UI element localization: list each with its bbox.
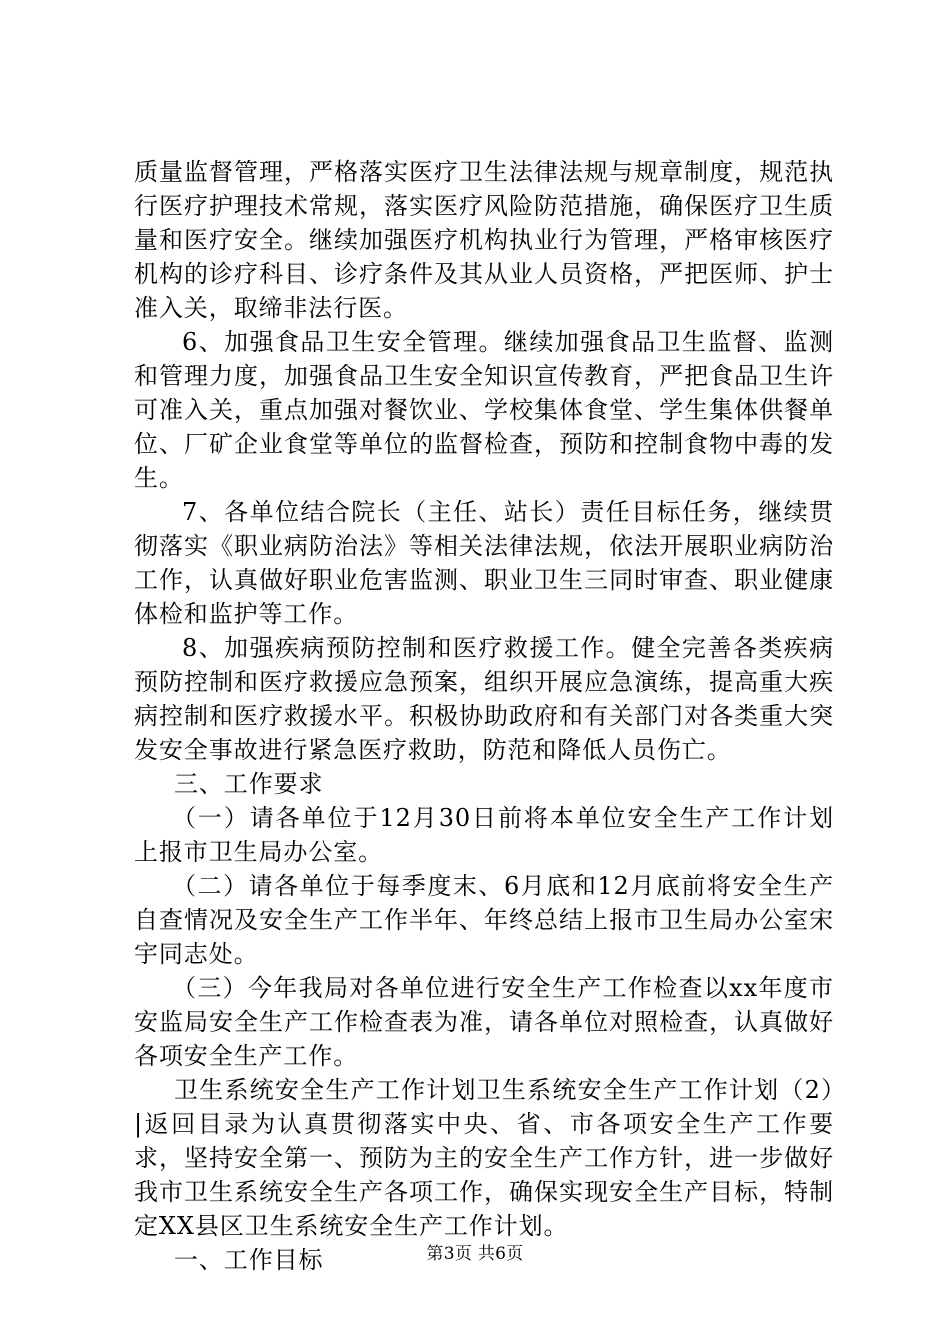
paragraph-item-6-food-safety: 6、加强食品卫生安全管理。继续加强食品卫生监督、监测和管理力度，加强食品卫生安全知识宣传教育，严把食品卫生许可准入关，重点加强对餐饮业、学校集体食堂、学生集体供餐单位、厂矿企业食堂等单位的监督检查，预防和控制食物中毒的发生。 <box>134 328 834 492</box>
paragraph-requirement-1: （一）请各单位于12月30日前将本单位安全生产工作计划上报市卫生局办公室。 <box>134 804 834 866</box>
paragraph-item-7-occupational-disease: 7、各单位结合院长（主任、站长）责任目标任务，继续贯彻落实《职业病防治法》等相关法律法规，依法开展职业病防治工作，认真做好职业危害监测、职业卫生三同时审查、职业健康体检和监护等工作。 <box>134 498 834 628</box>
page-number-label: 第3页 共6页 <box>426 1244 524 1264</box>
page-footer <box>0 1242 950 1266</box>
paragraph-plan-intro: 卫生系统安全生产工作计划卫生系统安全生产工作计划（2）|返回目录为认真贯彻落实中央、省、市各项安全生产工作要求，坚持安全第一、预防为主的安全生产工作方针，进一步做好我市卫生系统安全生产各项工作，确保实现安全生产目标，特制定XX县区卫生系统安全生产工作计划。 <box>134 1076 834 1240</box>
document-body <box>134 155 834 1277</box>
section-heading-work-goals: 一、工作目标 <box>174 1246 324 1274</box>
paragraph-item-8-disease-control: 8、加强疾病预防控制和医疗救援工作。健全完善各类疾病预防控制和医疗救援应急预案，组织开展应急演练，提高重大疾病控制和医疗救援水平。积极协助政府和有关部门对各类重大突发安全事故进行紧急医疗救助，防范和降低人员伤亡。 <box>134 634 834 764</box>
paragraph-requirement-3: （三）今年我局对各单位进行安全生产工作检查以xx年度市安监局安全生产工作检查表为准，请各单位对照检查，认真做好各项安全生产工作。 <box>134 974 834 1070</box>
paragraph-quality-supervision: 质量监督管理，严格落实医疗卫生法律法规与规章制度，规范执行医疗护理技术常规，落实医疗风险防范措施，确保医疗卫生质量和医疗安全。继续加强医疗机构执业行为管理，严格审核医疗机构的诊疗科目、诊疗条件及其从业人员资格，严把医师、护士准入关，取缔非法行医。 <box>134 158 834 322</box>
paragraph-requirement-2: （二）请各单位于每季度末、6月底和12月底前将安全生产自查情况及安全生产工作半年、年终总结上报市卫生局办公室宋宇同志处。 <box>134 872 834 968</box>
section-heading-work-requirements: 三、工作要求 <box>174 770 324 798</box>
